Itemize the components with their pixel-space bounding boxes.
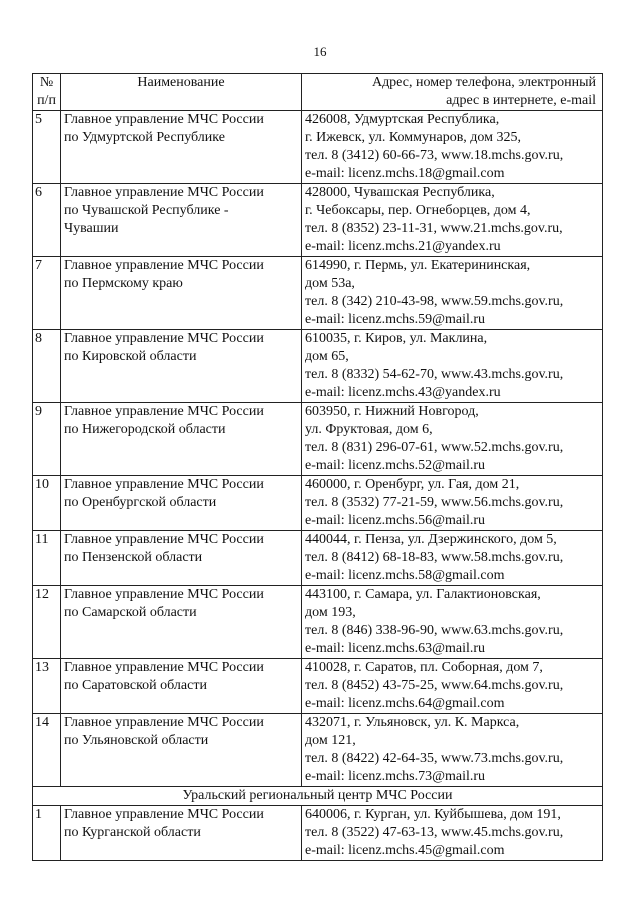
address-contact-line: 443100, г. Самара, ул. Галактионовская, xyxy=(305,587,541,602)
address-contact-line: 410028, г. Саратов, пл. Соборная, дом 7, xyxy=(305,660,543,675)
organization-name-cell xyxy=(61,586,302,659)
row-number-cell xyxy=(33,531,61,586)
address-contacts-cell xyxy=(302,659,603,714)
address-contact-line: e-mail: licenz.mchs.43@yandex.ru xyxy=(305,385,501,400)
address-contact-line: e-mail: licenz.mchs.56@mail.ru xyxy=(305,513,486,528)
address-contact-line: 432071, г. Ульяновск, ул. К. Маркса, xyxy=(305,715,520,730)
row-number: 1 xyxy=(35,807,42,822)
organization-name-line: по Чувашской Республике - xyxy=(64,203,229,218)
table-row xyxy=(33,476,603,531)
address-contact-line: 426008, Удмуртская Республика, xyxy=(305,112,500,127)
address-contacts-cell xyxy=(302,531,603,586)
organization-name-line: Главное управление МЧС России xyxy=(64,807,264,822)
row-number-cell xyxy=(33,403,61,476)
row-number: 5 xyxy=(35,112,42,127)
organization-name-line: по Самарской области xyxy=(64,605,197,620)
row-number-cell xyxy=(33,714,61,787)
column-header-number xyxy=(33,74,61,111)
organization-name-line: Главное управление МЧС России xyxy=(64,477,264,492)
address-contact-line: e-mail: licenz.mchs.59@mail.ru xyxy=(305,312,486,327)
organization-name-cell xyxy=(61,403,302,476)
row-number-cell xyxy=(33,476,61,531)
organization-name-cell xyxy=(61,531,302,586)
row-number: 10 xyxy=(35,477,49,492)
organization-name-line: по Саратовской области xyxy=(64,678,207,693)
row-number: 8 xyxy=(35,331,42,346)
address-contact-line: ул. Фруктовая, дом 6, xyxy=(305,422,433,437)
table-row xyxy=(33,659,603,714)
address-contact-line: дом 53а, xyxy=(305,276,355,291)
address-contact-line: тел. 8 (8332) 54-62-70, www.43.mchs.gov.ru, xyxy=(305,367,564,382)
table-header-row xyxy=(33,74,603,111)
address-contact-line: тел. 8 (846) 338-96-90, www.63.mchs.gov.ru, xyxy=(305,623,564,638)
address-contact-line: тел. 8 (8452) 43-75-25, www.64.mchs.gov.ru, xyxy=(305,678,564,693)
row-number-cell xyxy=(33,184,61,257)
organization-name-cell xyxy=(61,806,302,861)
row-number: 9 xyxy=(35,404,42,419)
organization-name-cell xyxy=(61,330,302,403)
address-contact-line: e-mail: licenz.mchs.21@yandex.ru xyxy=(305,239,501,254)
table-row xyxy=(33,531,603,586)
header-name-text: Наименование xyxy=(137,75,225,90)
organization-name-line: Главное управление МЧС России xyxy=(64,185,264,200)
table-row xyxy=(33,586,603,659)
organization-name-line: Главное управление МЧС России xyxy=(64,404,264,419)
table-row xyxy=(33,184,603,257)
address-contact-line: 610035, г. Киров, ул. Маклина, xyxy=(305,331,488,346)
table-row xyxy=(33,330,603,403)
header-address-line: адрес в интернете, e-mail xyxy=(446,93,596,108)
address-contact-line: г. Ижевск, ул. Коммунаров, дом 325, xyxy=(305,130,522,145)
table-row xyxy=(33,257,603,330)
header-number-line: п/п xyxy=(37,93,56,108)
address-contact-line: 640006, г. Курган, ул. Куйбышева, дом 191, xyxy=(305,807,561,822)
organization-name-line: Главное управление МЧС России xyxy=(64,587,264,602)
address-contacts-cell xyxy=(302,714,603,787)
address-contact-line: e-mail: licenz.mchs.52@mail.ru xyxy=(305,458,486,473)
address-contacts-cell xyxy=(302,806,603,861)
row-number: 6 xyxy=(35,185,42,200)
organization-name-line: Главное управление МЧС России xyxy=(64,331,264,346)
address-contact-line: дом 193, xyxy=(305,605,356,620)
licensing-contacts-table xyxy=(32,73,603,861)
header-number-line: № xyxy=(39,75,54,90)
address-contact-line: e-mail: licenz.mchs.63@mail.ru xyxy=(305,641,486,656)
column-header-name xyxy=(61,74,302,111)
address-contacts-cell xyxy=(302,111,603,184)
row-number: 11 xyxy=(35,532,49,547)
address-contact-line: тел. 8 (3412) 60-66-73, www.18.mchs.gov.ru, xyxy=(305,148,564,163)
organization-name-line: Главное управление МЧС России xyxy=(64,532,264,547)
address-contact-line: 603950, г. Нижний Новгород, xyxy=(305,404,479,419)
address-contact-line: тел. 8 (831) 296-07-61, www.52.mchs.gov.ru, xyxy=(305,440,564,455)
organization-name-cell xyxy=(61,659,302,714)
address-contacts-cell xyxy=(302,476,603,531)
address-contacts-cell xyxy=(302,257,603,330)
organization-name-line: Главное управление МЧС России xyxy=(64,660,264,675)
organization-name-cell xyxy=(61,184,302,257)
organization-name-line: Главное управление МЧС России xyxy=(64,715,264,730)
address-contact-line: тел. 8 (8422) 42-64-35, www.73.mchs.gov.ru, xyxy=(305,751,564,766)
row-number: 12 xyxy=(35,587,49,602)
address-contact-line: тел. 8 (3522) 47-63-13, www.45.mchs.gov.ru, xyxy=(305,825,564,840)
organization-name-line: по Курганской области xyxy=(64,825,201,840)
row-number-cell xyxy=(33,659,61,714)
region-heading: Уральский региональный центр МЧС России xyxy=(33,787,603,806)
table-row xyxy=(33,806,603,861)
organization-name-line: по Ульяновской области xyxy=(64,733,209,748)
organization-name-cell xyxy=(61,257,302,330)
row-number-cell xyxy=(33,111,61,184)
address-contacts-cell xyxy=(302,330,603,403)
address-contacts-cell xyxy=(302,586,603,659)
address-contact-line: 460000, г. Оренбург, ул. Гая, дом 21, xyxy=(305,477,520,492)
address-contact-line: г. Чебоксары, пер. Огнеборцев, дом 4, xyxy=(305,203,531,218)
address-contact-line: e-mail: licenz.mchs.64@gmail.com xyxy=(305,696,505,711)
address-contact-line: 440044, г. Пенза, ул. Дзержинского, дом 5, xyxy=(305,532,557,547)
address-contact-line: e-mail: licenz.mchs.18@gmail.com xyxy=(305,166,505,181)
organization-name-cell xyxy=(61,111,302,184)
organization-name-line: по Нижегородской области xyxy=(64,422,226,437)
address-contact-line: тел. 8 (3532) 77-21-59, www.56.mchs.gov.ru, xyxy=(305,495,564,510)
organization-name-line: по Пермскому краю xyxy=(64,276,183,291)
table-row xyxy=(33,111,603,184)
address-contacts-cell xyxy=(302,403,603,476)
row-number: 14 xyxy=(35,715,49,730)
address-contact-line: e-mail: licenz.mchs.58@gmail.com xyxy=(305,568,505,583)
row-number-cell xyxy=(33,586,61,659)
row-number-cell xyxy=(33,806,61,861)
organization-name-cell xyxy=(61,714,302,787)
table-row xyxy=(33,714,603,787)
row-number: 7 xyxy=(35,258,42,273)
address-contact-line: e-mail: licenz.mchs.45@gmail.com xyxy=(305,843,505,858)
organization-name-line: по Кировской области xyxy=(64,349,197,364)
row-number: 13 xyxy=(35,660,49,675)
organization-name-line: Чувашии xyxy=(64,221,119,236)
row-number-cell xyxy=(33,330,61,403)
organization-name-line: по Оренбургской области xyxy=(64,495,217,510)
table-body xyxy=(33,111,603,861)
organization-name-line: по Пензенской области xyxy=(64,550,203,565)
column-header-address xyxy=(302,74,603,111)
address-contact-line: тел. 8 (8352) 23-11-31, www.21.mchs.gov.ru, xyxy=(305,221,563,236)
region-heading-row xyxy=(33,787,603,806)
organization-name-cell xyxy=(61,476,302,531)
address-contact-line: дом 121, xyxy=(305,733,356,748)
organization-name-line: Главное управление МЧС России xyxy=(64,258,264,273)
address-contacts-cell xyxy=(302,184,603,257)
address-contact-line: 614990, г. Пермь, ул. Екатерининская, xyxy=(305,258,531,273)
organization-name-line: Главное управление МЧС России xyxy=(64,112,264,127)
page-number: 16 xyxy=(313,44,327,59)
row-number-cell xyxy=(33,257,61,330)
header-address-line: Адрес, номер телефона, электронный xyxy=(371,75,596,90)
organization-name-line: по Удмуртской Республике xyxy=(64,130,225,145)
address-contact-line: тел. 8 (342) 210-43-98, www.59.mchs.gov.ru, xyxy=(305,294,564,309)
table-row xyxy=(33,403,603,476)
address-contact-line: дом 65, xyxy=(305,349,349,364)
address-contact-line: e-mail: licenz.mchs.73@mail.ru xyxy=(305,769,486,784)
address-contact-line: 428000, Чувашская Республика, xyxy=(305,185,495,200)
address-contact-line: тел. 8 (8412) 68-18-83, www.58.mchs.gov.ru, xyxy=(305,550,564,565)
